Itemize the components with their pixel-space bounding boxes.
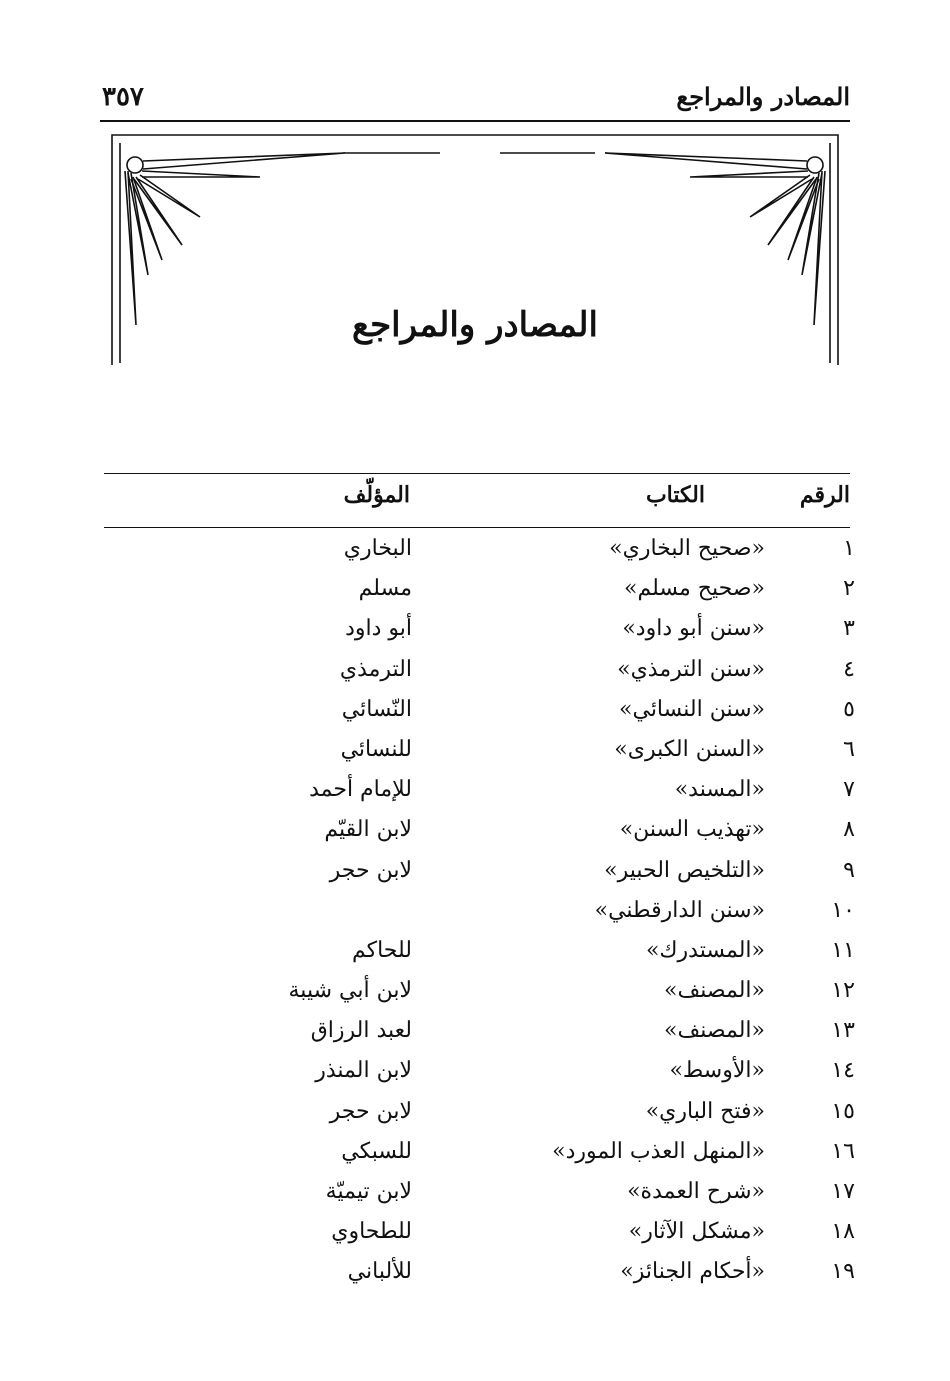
row-number: ١٩ [831,1259,855,1285]
row-author: البخاري [343,536,412,561]
row-book: «شرح العمدة» [627,1179,765,1204]
row-book: «المصنف» [664,1018,765,1044]
running-title: المصادر والمراجع [676,82,850,111]
row-book: «سنن أبو داود» [622,616,765,642]
chapter-title: المصادر والمراجع [352,305,598,345]
table-row [0,651,950,691]
row-book: «سنن الترمذي» [617,656,765,682]
row-author: لابن القيّم [324,817,412,843]
table-row [0,731,950,771]
column-header-author: المؤلّف [343,482,410,508]
row-number: ٨ [843,817,855,843]
row-number: ١١ [831,937,855,963]
row-author: للألباني [347,1259,412,1285]
table-row [0,932,950,972]
row-book: «المنهل العذب المورد» [552,1138,765,1164]
row-number: ١٨ [831,1219,855,1245]
row-number: ١٦ [831,1138,855,1164]
table-row [0,691,950,731]
table-row [0,1133,950,1173]
table-row [0,610,950,650]
row-book: «المستدرك» [645,937,765,963]
row-book: «الأوسط» [669,1058,765,1084]
row-book: «سنن النسائي» [619,696,765,722]
row-number: ١٤ [831,1058,855,1084]
row-author: للإمام أحمد [309,777,412,803]
row-book: «التلخيص الحبير» [604,857,765,883]
row-number: ٩ [843,857,855,883]
row-number: ٧ [843,777,855,803]
row-author: الترمذي [339,656,412,682]
column-header-book: الكتاب [645,482,705,508]
row-book: «تهذيب السنن» [619,817,765,843]
table-row [0,1012,950,1052]
table-row [0,771,950,811]
row-book: «مشكل الآثار» [628,1219,765,1245]
row-author: لابن أبي شيبة [288,978,412,1004]
table-row [0,972,950,1012]
row-number: ١٧ [831,1179,855,1204]
right-corner-ornament [605,153,825,325]
row-author: لابن حجر [329,857,412,883]
running-header [100,82,850,122]
references-table-body [0,530,950,1294]
row-book: «أحكام الجنائز» [620,1259,765,1285]
row-author: للحاكم [351,937,412,963]
row-book: «السنن الكبرى» [614,736,765,762]
row-author: لابن حجر [329,1098,412,1124]
row-author: أبو داود [345,616,412,642]
row-book: «سنن الدارقطني» [594,897,765,923]
row-number: ٦ [843,736,855,762]
row-author: النّسائي [341,696,412,722]
row-number: ٣ [843,616,855,642]
row-number: ٥ [843,696,855,722]
row-number: ٤ [843,656,855,682]
column-header-number: الرقم [799,482,850,508]
row-number: ١٣ [831,1018,855,1044]
table-row [0,1253,950,1293]
table-row [0,1052,950,1092]
row-author: للنسائي [340,736,412,762]
row-author: مسلم [358,576,412,602]
table-row [0,1213,950,1253]
left-corner-ornament [125,153,345,325]
row-author: لابن المنذر [315,1058,412,1084]
row-number: ١٠ [831,897,855,923]
table-top-rule [104,473,850,474]
table-row [0,1093,950,1133]
row-author: لابن تيميّة [325,1179,412,1204]
table-row [0,852,950,892]
row-number: ١ [843,536,855,561]
table-header-rule [104,527,850,528]
table-row [0,570,950,610]
page-number: ٣٥٧ [102,82,144,112]
row-author: للطحاوي [331,1219,412,1245]
row-book: «صحيح البخاري» [609,536,765,561]
row-number: ١٥ [831,1098,855,1124]
table-row [0,892,950,932]
row-book: «المسند» [674,777,765,803]
table-row [0,1173,950,1213]
row-author: للسبكي [341,1138,412,1164]
row-book: «المصنف» [664,978,765,1004]
row-author: لعبد الرزاق [310,1018,412,1044]
row-book: «فتح الباري» [645,1098,765,1124]
table-row [0,530,950,570]
row-number: ٢ [843,576,855,602]
table-row [0,811,950,851]
row-number: ١٢ [831,978,855,1004]
row-book: «صحيح مسلم» [624,576,765,602]
